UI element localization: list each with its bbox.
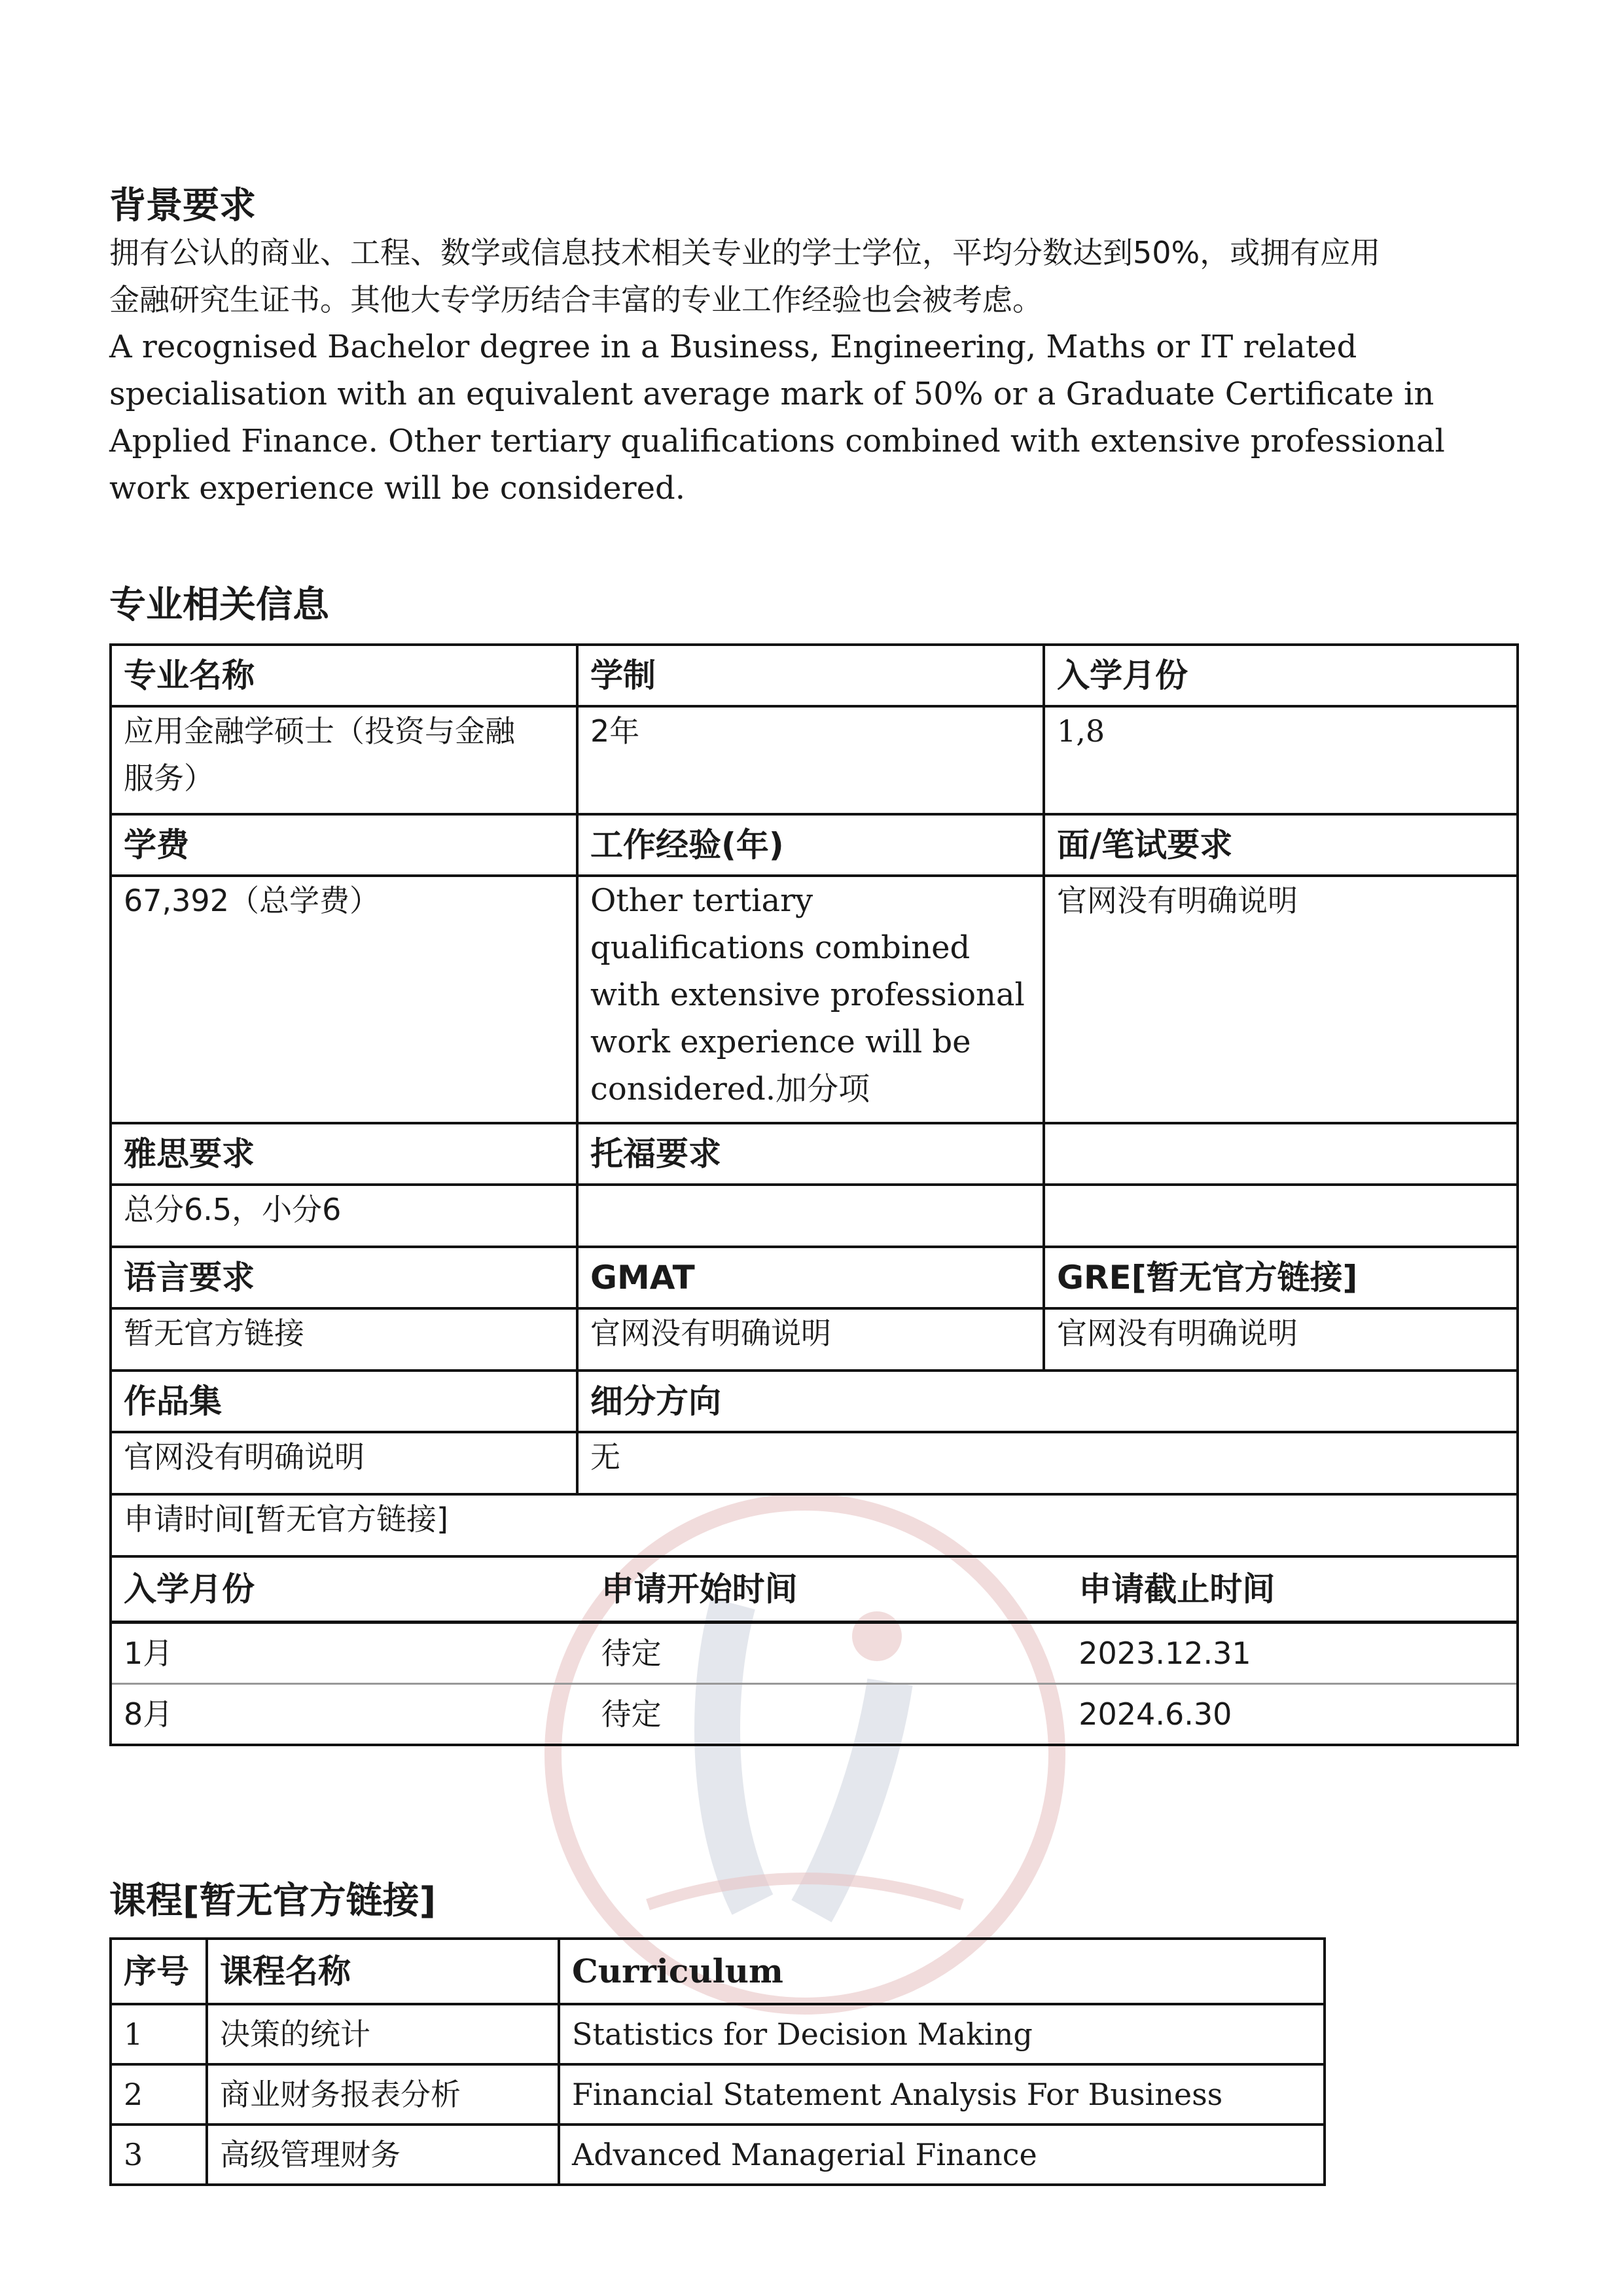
major-line: 应用金融学硕士（投资与金融 [124, 713, 515, 749]
cell-tuition: 67,392（总学费） [111, 876, 577, 1123]
background-en-line: specialisation with an equivalent average mark of 50% or a Graduate Certificate in [109, 376, 1435, 412]
header-empty [1044, 1123, 1518, 1185]
course-no: 2 [111, 2064, 207, 2125]
background-en-line: work experience will be considered. [109, 470, 685, 507]
course-header-name: 课程名称 [207, 1939, 559, 2004]
course-en: Financial Statement Analysis For Business [559, 2064, 1325, 2125]
header-ielts: 雅思要求 [111, 1123, 577, 1185]
header-tuition: 学费 [111, 814, 577, 876]
background-en-line: Applied Finance. Other tertiary qualifications combined with extensive professional [109, 423, 1445, 459]
work-line: considered.加分项 [590, 1071, 870, 1107]
course-en: Statistics for Decision Making [559, 2004, 1325, 2064]
cell-portfolio: 官网没有明确说明 [111, 1432, 577, 1494]
application-schedule-table [112, 1558, 1516, 1744]
program-info-table [109, 643, 1519, 1746]
work-line: work experience will be [590, 1024, 971, 1060]
course-no: 1 [111, 2004, 207, 2064]
course-name: 商业财务报表分析 [207, 2064, 559, 2125]
schedule-start: 待定 [601, 1696, 662, 1732]
background-paragraph [109, 229, 1516, 512]
schedule-header-deadline: 申请截止时间 [1067, 1558, 1516, 1623]
major-line: 服务） [124, 761, 214, 796]
header-interview: 面/笔试要求 [1044, 814, 1518, 876]
cell-work-experience [577, 876, 1044, 1123]
cell-intake: 1,8 [1044, 706, 1518, 814]
course-en: Advanced Managerial Finance [559, 2125, 1325, 2185]
schedule-intake: 8月 [124, 1696, 173, 1732]
work-line: with extensive professional [590, 977, 1025, 1013]
header-toefl: 托福要求 [577, 1123, 1044, 1185]
cell-language: 暂无官方链接 [111, 1308, 577, 1371]
schedule-deadline: 2024.6.30 [1079, 1696, 1232, 1732]
course-name: 决策的统计 [207, 2004, 559, 2064]
schedule-header-intake: 入学月份 [112, 1558, 590, 1623]
courses-table [109, 1937, 1326, 2186]
info-heading: 专业相关信息 [109, 584, 329, 626]
cell-duration: 2年 [577, 706, 1044, 814]
cell-toefl [577, 1185, 1044, 1247]
cell-ielts: 总分6.5，小分6 [111, 1185, 577, 1247]
cell-interview: 官网没有明确说明 [1044, 876, 1518, 1123]
background-cn-line: 拥有公认的商业、工程、数学或信息技术相关专业的学士学位，平均分数达到50%，或拥有应用 [109, 235, 1381, 270]
header-work-experience: 工作经验(年) [577, 814, 1044, 876]
schedule-start: 待定 [590, 1623, 1067, 1684]
background-cn-line: 金融研究生证书。其他大专学历结合丰富的专业工作经验也会被考虑。 [109, 282, 1043, 317]
header-major: 专业名称 [111, 645, 577, 706]
application-time-label: 申请时间[暂无官方链接] [111, 1494, 1518, 1556]
cell-gre: 官网没有明确说明 [1044, 1308, 1518, 1371]
work-line: Other tertiary [590, 882, 813, 919]
header-portfolio: 作品集 [111, 1371, 577, 1432]
header-direction: 细分方向 [577, 1371, 1518, 1432]
course-row [111, 2004, 1325, 2064]
header-gre: GRE[暂无官方链接] [1044, 1247, 1518, 1308]
background-en-line: A recognised Bachelor degree in a Business, Engineering, Maths or IT related [109, 329, 1357, 365]
background-heading: 背景要求 [109, 185, 256, 227]
schedule-header-start: 申请开始时间 [590, 1558, 1067, 1623]
schedule-cell [111, 1556, 1518, 1745]
course-name: 高级管理财务 [207, 2125, 559, 2185]
work-line: qualifications combined [590, 929, 971, 966]
header-language: 语言要求 [111, 1247, 577, 1308]
schedule-intake: 1月 [112, 1623, 590, 1684]
cell-direction: 无 [577, 1432, 1518, 1494]
course-header-no: 序号 [111, 1939, 207, 2004]
course-row [111, 2064, 1325, 2125]
schedule-row [112, 1684, 1516, 1744]
cell-major [111, 706, 577, 814]
schedule-deadline: 2023.12.31 [1067, 1623, 1516, 1684]
cell-gmat: 官网没有明确说明 [577, 1308, 1044, 1371]
courses-heading: 课程[暂无官方链接] [109, 1880, 437, 1922]
header-intake: 入学月份 [1044, 645, 1518, 706]
course-row [111, 2125, 1325, 2185]
schedule-row [112, 1623, 1516, 1684]
course-header-curriculum: Curriculum [559, 1939, 1325, 2004]
header-gmat: GMAT [577, 1247, 1044, 1308]
course-no: 3 [111, 2125, 207, 2185]
cell-empty [1044, 1185, 1518, 1247]
header-duration: 学制 [577, 645, 1044, 706]
